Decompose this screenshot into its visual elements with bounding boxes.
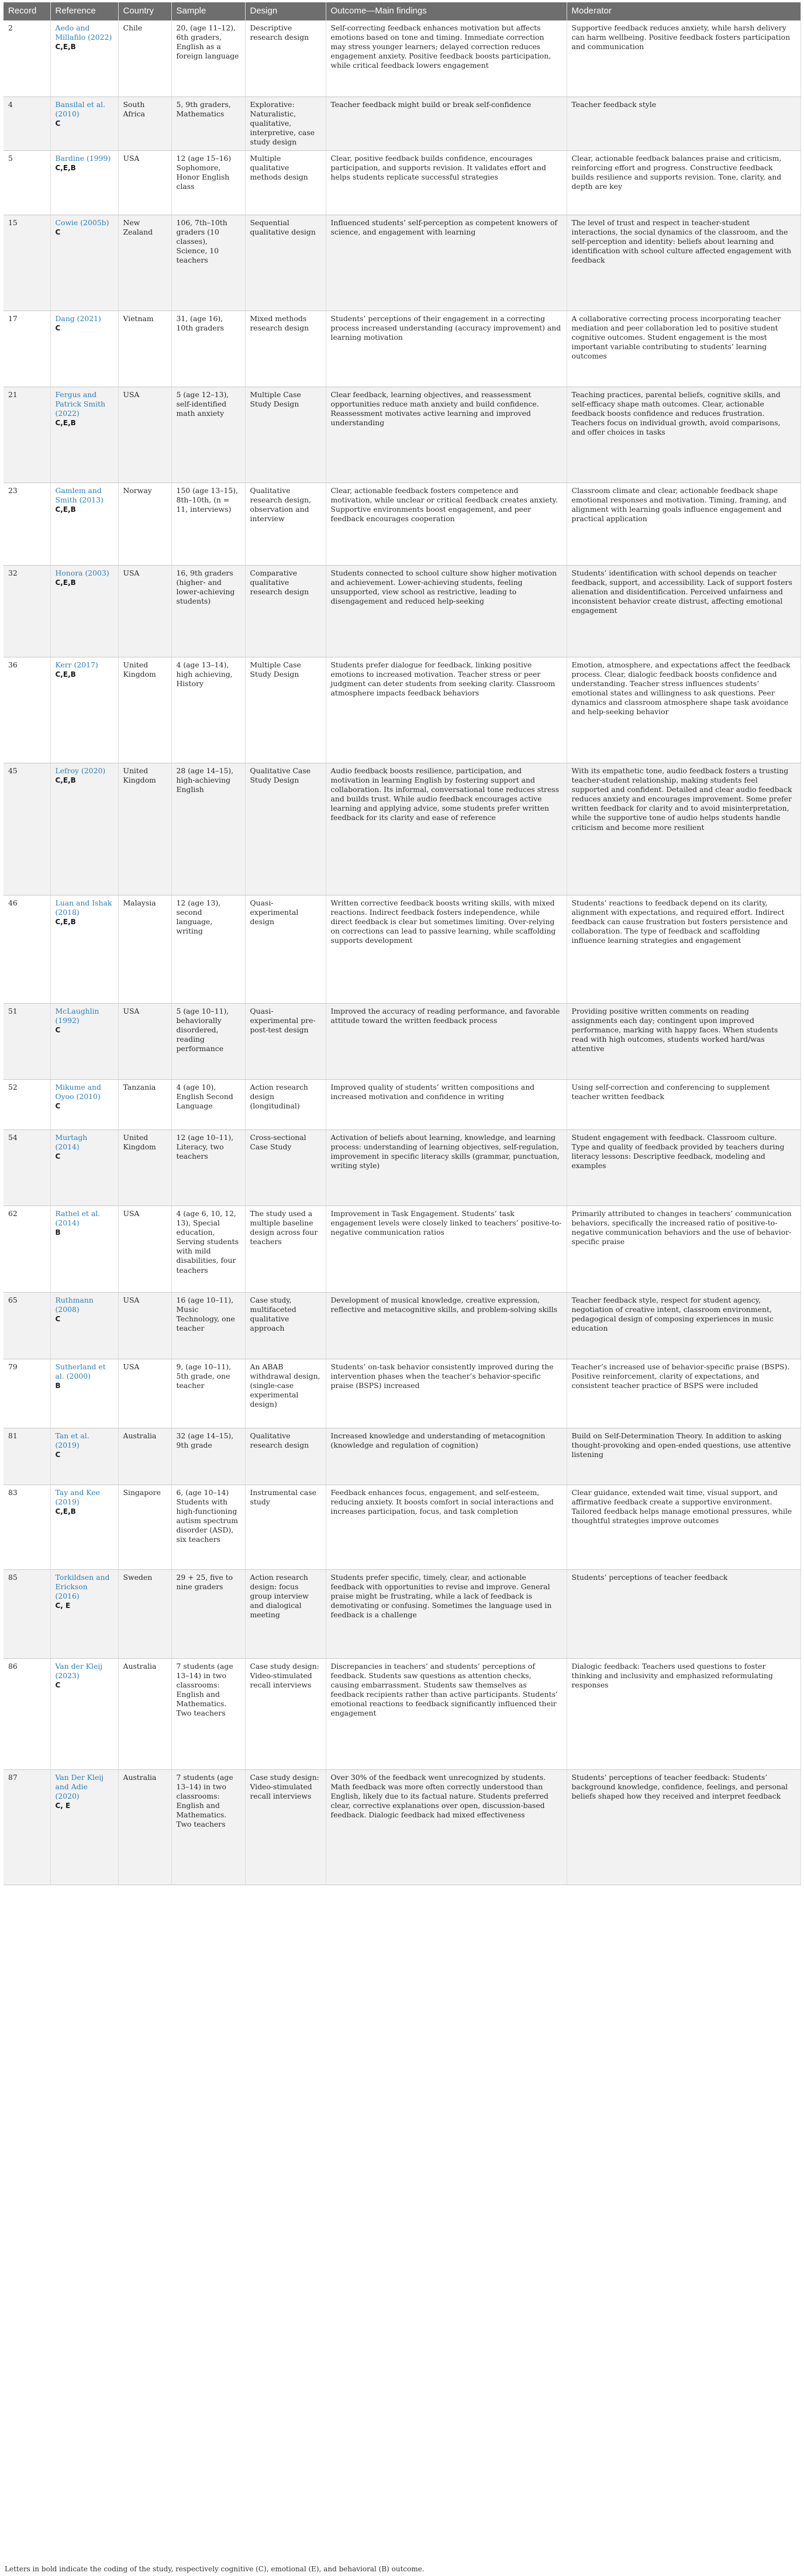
reference-cell — [50, 150, 118, 215]
table-row — [4, 311, 800, 387]
reference-cell — [50, 1292, 118, 1359]
country-cell: Chile — [118, 20, 171, 97]
table-row — [4, 763, 800, 895]
moderator-cell: Using self-correction and conferencing to supplement teacher written feedback — [567, 1079, 800, 1129]
table-body — [4, 20, 800, 1885]
design-cell: Comparative qualitative research design — [245, 565, 326, 657]
country-cell: USA — [118, 1292, 171, 1359]
design-cell: Instrumental case study — [245, 1485, 326, 1569]
country-cell: South Africa — [118, 97, 171, 150]
outcome-coding: C,E,B — [55, 670, 76, 679]
table-row — [4, 387, 800, 483]
country-cell: USA — [118, 150, 171, 215]
reference-link[interactable]: Luan and Ishak (2018) — [55, 898, 112, 917]
country-cell: United Kingdom — [118, 763, 171, 895]
reference-link[interactable]: Aedo and Millafilo (2022) — [55, 23, 112, 42]
moderator-cell: Students’ perceptions of teacher feedback: Students’ background knowledge, confidence, feelings, and personal beliefs shaped how they received and interpret feedback — [567, 1769, 800, 1885]
moderator-cell: Supportive feedback reduces anxiety, while harsh delivery can harm wellbeing. Positive feedback fosters participation and communication — [567, 20, 800, 97]
sample-cell: 4 (age 6, 10, 12, 13), Special education, Serving students with mild disabilities, four teachers — [171, 1206, 245, 1292]
design-cell: Mixed methods research design — [245, 311, 326, 387]
design-cell: Qualitative research design, observation and interview — [245, 483, 326, 565]
sample-cell: 12 (age 10–11), Literacy, two teachers — [171, 1129, 245, 1206]
design-cell: Multiple qualitative methods design — [245, 150, 326, 215]
outcome-cell: Students connected to school culture show higher motivation and achievement. Lower-achieving students, feeling unsupported, view school as restrictive, leading to disengagement and reduced help-seeking — [326, 565, 567, 657]
outcome-coding: C — [55, 1315, 61, 1324]
sample-cell: 5 (age 12–13), self-identified math anxiety — [171, 387, 245, 483]
sample-cell: 16, 9th graders (higher- and lower-achieving students) — [171, 565, 245, 657]
table-row — [4, 1129, 800, 1206]
record-cell: 83 — [4, 1485, 50, 1569]
design-cell: Sequential qualitative design — [245, 215, 326, 311]
reference-link[interactable]: Bansilal et al. (2010) — [55, 99, 106, 118]
column-header-outcome: Outcome—Main findings — [326, 2, 567, 20]
country-cell: Malaysia — [118, 895, 171, 1003]
country-cell: Sweden — [118, 1569, 171, 1658]
sample-cell: 28 (age 14–15), high-achieving English — [171, 763, 245, 895]
outcome-coding: C,E,B — [55, 1507, 76, 1516]
reference-link[interactable]: Van der Kleij (2023) — [55, 1661, 103, 1680]
column-header-record: Record — [4, 2, 50, 20]
table-row — [4, 97, 800, 150]
outcome-cell: Feedback enhances focus, engagement, and self-esteem, reducing anxiety. It boosts comfort in social interactions and increases participation, focus, and task completion — [326, 1485, 567, 1569]
table-row — [4, 1206, 800, 1292]
column-header-sample: Sample — [171, 2, 245, 20]
reference-cell — [50, 1569, 118, 1658]
design-cell: Explorative: Naturalistic, qualitative, interpretive, case study design — [245, 97, 326, 150]
reference-link[interactable]: Torkildsen and Erickson (2016) — [55, 1572, 110, 1601]
reference-link[interactable]: Van Der Kleij and Adie (2020) — [55, 1772, 104, 1801]
moderator-cell: Clear guidance, extended wait time, visual support, and affirmative feedback create a supportive environment. Tailored feedback helps manage emotional pressures, while thoughtful strategies improve outcomes — [567, 1485, 800, 1569]
table-row — [4, 1485, 800, 1569]
outcome-coding: C — [55, 1152, 61, 1161]
outcome-coding: C — [55, 1102, 61, 1111]
table-row — [4, 1569, 800, 1658]
record-cell: 2 — [4, 20, 50, 97]
studies-table — [4, 2, 801, 1885]
reference-cell — [50, 1129, 118, 1206]
outcome-cell: Influenced students’ self-perception as competent knowers of science, and engagement with learning — [326, 215, 567, 311]
outcome-cell: Improved quality of students’ written compositions and increased motivation and confidence in writing — [326, 1079, 567, 1129]
sample-cell: 4 (age 13–14), high achieving, History — [171, 657, 245, 763]
outcome-cell: Over 30% of the feedback went unrecognized by students. Math feedback was more often correctly understood than English, likely due to its factual nature. Students preferred clear, corrective explanations over open, discussion-based feedback. Dialogic feedback had mixed effectiveness — [326, 1769, 567, 1885]
table-row — [4, 150, 800, 215]
record-cell: 45 — [4, 763, 50, 895]
table-row — [4, 657, 800, 763]
reference-link[interactable]: Tay and Kee (2019) — [55, 1487, 100, 1507]
outcome-coding: C — [55, 1026, 61, 1035]
outcome-cell: Teacher feedback might build or break self-confidence — [326, 97, 567, 150]
design-cell: Multiple Case Study Design — [245, 387, 326, 483]
moderator-cell: Teaching practices, parental beliefs, cognitive skills, and self-efficacy shape math outcomes. Clear, actionable feedback boosts confidence and reduces frustration. Teachers focus on individual growth, avoid comparisons, and offer choices in tasks — [567, 387, 800, 483]
record-cell: 17 — [4, 311, 50, 387]
design-cell: Qualitative Case Study Design — [245, 763, 326, 895]
reference-cell — [50, 1658, 118, 1769]
reference-cell — [50, 1206, 118, 1292]
outcome-cell: Clear feedback, learning objectives, and reassessment opportunities reduce math anxiety and build confidence. Reassessment motivates active learning and improved understanding — [326, 387, 567, 483]
sample-cell: 12 (age 13), second language, writing — [171, 895, 245, 1003]
sample-cell: 32 (age 14–15), 9th grade — [171, 1428, 245, 1485]
outcome-coding: C,E,B — [55, 776, 76, 785]
reference-link[interactable]: Mikume and Oyoo (2010) — [55, 1082, 101, 1101]
table-row — [4, 1428, 800, 1485]
moderator-cell: Teacher feedback style — [567, 97, 800, 150]
sample-cell: 106, 7th–10th graders (10 classes), Science, 10 teachers — [171, 215, 245, 311]
outcome-cell: Students’ perceptions of their engagement in a correcting process increased understanding (accuracy improvement) and learning motivation — [326, 311, 567, 387]
design-cell: Action research design (longitudinal) — [245, 1079, 326, 1129]
table-row — [4, 20, 800, 97]
outcome-coding: B — [55, 1228, 61, 1237]
moderator-cell: Student engagement with feedback. Classroom culture. Type and quality of feedback provided by teachers during literacy lessons: Descriptive feedback, modeling and examples — [567, 1129, 800, 1206]
country-cell: Norway — [118, 483, 171, 565]
outcome-cell: Self-correcting feedback enhances motivation but affects emotions based on tone and timing. Immediate correction may stress younger learners; delayed correction reduces engagement anxiety. Positive feedback boosts participation, while critical feedback lowers engagement — [326, 20, 567, 97]
outcome-cell: Improved the accuracy of reading performance, and favorable attitude toward the written feedback process — [326, 1003, 567, 1079]
sample-cell: 6, (age 10–14) Students with high-functioning autism spectrum disorder (ASD), six teachers — [171, 1485, 245, 1569]
record-cell: 46 — [4, 895, 50, 1003]
column-header-reference: Reference — [50, 2, 118, 20]
record-cell: 21 — [4, 387, 50, 483]
moderator-cell: Students’ reactions to feedback depend on its clarity, alignment with expectations, and required effort. Indirect feedback can cause frustration but fosters persistence and collaboration. The type of feedback and scaffolding influence learning strategies and engagement — [567, 895, 800, 1003]
sample-cell: 9, (age 10–11), 5th grade, one teacher — [171, 1359, 245, 1428]
sample-cell: 5, 9th graders, Mathematics — [171, 97, 245, 150]
country-cell: USA — [118, 387, 171, 483]
reference-link[interactable]: Cowie (2005b) — [55, 218, 109, 227]
column-header-design: Design — [245, 2, 326, 20]
design-cell: Multiple Case Study Design — [245, 657, 326, 763]
sample-cell: 20, (age 11–12), 6th graders, English as a foreign language — [171, 20, 245, 97]
country-cell: Tanzania — [118, 1079, 171, 1129]
reference-link[interactable]: Fergus and Patrick Smith (2022) — [55, 390, 106, 418]
record-cell: 79 — [4, 1359, 50, 1428]
record-cell: 32 — [4, 565, 50, 657]
reference-link[interactable]: McLaughlin (1992) — [55, 1006, 99, 1025]
reference-cell — [50, 215, 118, 311]
design-cell: Quasi-experimental pre-post-test design — [245, 1003, 326, 1079]
reference-cell — [50, 20, 118, 97]
record-cell: 51 — [4, 1003, 50, 1079]
reference-cell — [50, 97, 118, 150]
outcome-cell: Development of musical knowledge, creative expression, reflective and metacognitive skills, and problem-solving skills — [326, 1292, 567, 1359]
record-cell: 23 — [4, 483, 50, 565]
reference-cell — [50, 483, 118, 565]
country-cell: USA — [118, 565, 171, 657]
country-cell: Australia — [118, 1658, 171, 1769]
country-cell: New Zealand — [118, 215, 171, 311]
record-cell: 62 — [4, 1206, 50, 1292]
table-row — [4, 1003, 800, 1079]
column-header-moderator: Moderator — [567, 2, 800, 20]
moderator-cell: Build on Self-Determination Theory. In addition to asking thought-provoking and open-ended questions, use attentive listening — [567, 1428, 800, 1485]
reference-cell — [50, 311, 118, 387]
design-cell: An ABAB withdrawal design, (single-case experimental design) — [245, 1359, 326, 1428]
moderator-cell: Primarily attributed to changes in teachers’ communication behaviors, specifically the increased ratio of positive-to-negative communication behaviors and the use of behavior-specific praise — [567, 1206, 800, 1292]
outcome-coding: C, E — [55, 1602, 71, 1610]
table-row — [4, 1769, 800, 1885]
moderator-cell: With its empathetic tone, audio feedback fosters a trusting teacher-student relationship, making students feel supported and confident. Detailed and clear audio feedback reduces anxiety and encourages improvement. Some prefer written feedback for clarity and to avoid misinterpretation, while the supportive tone of audio helps students handle criticism and become more resilient — [567, 763, 800, 895]
reference-cell — [50, 1769, 118, 1885]
reference-link[interactable]: Bardine (1999) — [55, 153, 111, 163]
outcome-coding: C — [55, 119, 61, 128]
sample-cell: 7 students (age 13–14) in two classrooms: English and Mathematics. Two teachers — [171, 1769, 245, 1885]
table-row — [4, 1359, 800, 1428]
country-cell: Vietnam — [118, 311, 171, 387]
sample-cell: 4 (age 10), English Second Language — [171, 1079, 245, 1129]
record-cell: 87 — [4, 1769, 50, 1885]
column-header-country: Country — [118, 2, 171, 20]
sample-cell: 31, (age 16), 10th graders — [171, 311, 245, 387]
country-cell: USA — [118, 1206, 171, 1292]
outcome-coding: C — [55, 228, 61, 237]
country-cell: USA — [118, 1003, 171, 1079]
moderator-cell: Teacher’s increased use of behavior-specific praise (BSPS). Positive reinforcement, clarity of expectations, and consistent teacher practice of BSPS were included — [567, 1359, 800, 1428]
outcome-cell: Students’ on-task behavior consistently improved during the intervention phases when the teacher’s behavior-specific praise (BSPS) increased — [326, 1359, 567, 1428]
outcome-cell: Discrepancies in teachers’ and students’ perceptions of feedback. Students saw questions as attention checks, causing embarrassment. Students saw themselves as feedback recipients rather than active participants. Students’ emotional reactions to feedback significantly influenced their engagement — [326, 1658, 567, 1769]
country-cell: Australia — [118, 1428, 171, 1485]
country-cell: USA — [118, 1359, 171, 1428]
reference-cell — [50, 1003, 118, 1079]
sample-cell: 150 (age 13–15), 8th–10th, (n = 11, interviews) — [171, 483, 245, 565]
table-row — [4, 1292, 800, 1359]
table-row — [4, 895, 800, 1003]
sample-cell: 29 + 25, five to nine graders — [171, 1569, 245, 1658]
outcome-cell: Students prefer specific, timely, clear, and actionable feedback with opportunities to revise and improve. General praise might be frustrating, while a lack of feedback is demotivating or confusing. Sometimes the language used in feedback is a challenge — [326, 1569, 567, 1658]
reference-cell — [50, 1428, 118, 1485]
reference-cell — [50, 657, 118, 763]
outcome-cell: Increased knowledge and understanding of metacognition (knowledge and regulation of cognition) — [326, 1428, 567, 1485]
reference-cell — [50, 1359, 118, 1428]
outcome-cell: Students prefer dialogue for feedback, linking positive emotions to increased motivation. Teacher stress or peer judgment can deter students from seeking clarity. Classroom atmosphere impacts feedback behaviors — [326, 657, 567, 763]
sample-cell: 5 (age 10–11), behaviorally disordered, reading performance — [171, 1003, 245, 1079]
record-cell: 85 — [4, 1569, 50, 1658]
table-footnote: Letters in bold indicate the coding of the study, respectively cognitive (C), emotional (E), and behavioral (B) outcome. — [5, 2565, 425, 2573]
design-cell: Cross-sectional Case Study — [245, 1129, 326, 1206]
moderator-cell: Providing positive written comments on reading assignments each day; contingent upon improved performance, marking with happy faces. When students read with high outcomes, students worked hard/was attentive — [567, 1003, 800, 1079]
reference-cell — [50, 1485, 118, 1569]
design-cell: Action research design: focus group interview and dialogical meeting — [245, 1569, 326, 1658]
reference-link[interactable]: Honora (2003) — [55, 568, 109, 577]
outcome-cell: Audio feedback boosts resilience, participation, and motivation in learning English by fostering support and collaboration. Its informal, conversational tone reduces stress and builds trust. While audio feedback encourages active learning and applying advice, some students prefer written feedback for its clarity and ease of reference — [326, 763, 567, 895]
record-cell: 15 — [4, 215, 50, 311]
country-cell: Australia — [118, 1769, 171, 1885]
table-row — [4, 565, 800, 657]
record-cell: 52 — [4, 1079, 50, 1129]
table-row — [4, 483, 800, 565]
table-row — [4, 1658, 800, 1769]
moderator-cell: Teacher feedback style, respect for student agency, negotiation of creative intent, classroom environment, pedagogical design of composing experiences in music education — [567, 1292, 800, 1359]
reference-link[interactable]: Lefroy (2020) — [55, 766, 106, 775]
outcome-coding: C,E,B — [55, 918, 76, 927]
record-cell: 5 — [4, 150, 50, 215]
outcome-coding: C — [55, 1681, 61, 1690]
outcome-coding: B — [55, 1382, 61, 1390]
reference-link[interactable]: Gamlem and Smith (2013) — [55, 485, 103, 505]
record-cell: 4 — [4, 97, 50, 150]
design-cell: Case study design: Video-stimulated recall interviews — [245, 1658, 326, 1769]
record-cell: 65 — [4, 1292, 50, 1359]
moderator-cell: Emotion, atmosphere, and expectations affect the feedback process. Clear, dialogic feedback boosts confidence and understanding. Teacher stress influences students’ emotional states and willingness to ask questions. Peer dynamics and classroom atmosphere shape task avoidance and help-seeking behavior — [567, 657, 800, 763]
table-row — [4, 1079, 800, 1129]
outcome-cell: Activation of beliefs about learning, knowledge, and learning process: understanding of learning objectives, self-regulation, improvement in specific literacy skills (grammar, punctuation, writing style) — [326, 1129, 567, 1206]
reference-link[interactable]: Dang (2021) — [55, 314, 101, 323]
outcome-coding: C,E,B — [55, 419, 76, 428]
record-cell: 54 — [4, 1129, 50, 1206]
reference-cell — [50, 387, 118, 483]
design-cell: Qualitative research design — [245, 1428, 326, 1485]
reference-cell — [50, 895, 118, 1003]
record-cell: 81 — [4, 1428, 50, 1485]
moderator-cell: Students’ identification with school depends on teacher feedback, support, and accessibility. Lack of support fosters alienation and disidentification. Perceived unfairness and inconsistent behavior create distrust, affecting emotional engagement — [567, 565, 800, 657]
reference-link[interactable]: Tan et al. (2019) — [55, 1431, 89, 1450]
country-cell: Singapore — [118, 1485, 171, 1569]
reference-cell — [50, 565, 118, 657]
reference-link[interactable]: Kerr (2017) — [55, 660, 98, 669]
outcome-coding: C,E,B — [55, 505, 76, 514]
moderator-cell: Classroom climate and clear, actionable feedback shape emotional responses and motivation. Timing, framing, and alignment with learning goals influence engagement and practical application — [567, 483, 800, 565]
outcome-cell: Clear, actionable feedback fosters competence and motivation, while unclear or critical feedback creates anxiety. Supportive environments boost engagement, and peer feedback encourages cooperation — [326, 483, 567, 565]
moderator-cell: Students’ perceptions of teacher feedback — [567, 1569, 800, 1658]
record-cell: 36 — [4, 657, 50, 763]
design-cell: Quasi-experimental design — [245, 895, 326, 1003]
reference-cell — [50, 763, 118, 895]
reference-link[interactable]: Rathel et al. (2014) — [55, 1208, 101, 1228]
outcome-coding: C,E,B — [55, 43, 76, 51]
table-row — [4, 215, 800, 311]
sample-cell: 12 (age 15–16) Sophomore, Honor English class — [171, 150, 245, 215]
moderator-cell: Dialogic feedback: Teachers used questions to foster thinking and inclusivity and emphasized reformulating responses — [567, 1658, 800, 1769]
record-cell: 86 — [4, 1658, 50, 1769]
outcome-coding: C,E,B — [55, 578, 76, 587]
outcome-cell: Clear, positive feedback builds confidence, encourages participation, and supports revision. It validates effort and helps students replicate successful strategies — [326, 150, 567, 215]
sample-cell: 16 (age 10–11), Music Technology, one teacher — [171, 1292, 245, 1359]
reference-link[interactable]: Murtagh (2014) — [55, 1132, 88, 1152]
outcome-coding: C, E — [55, 1802, 71, 1810]
outcome-coding: C,E,B — [55, 164, 76, 173]
moderator-cell: The level of trust and respect in teacher-student interactions, the social dynamics of the classroom, and the self-perception and identity: beliefs about learning and identification with school culture affected engagement with feedback — [567, 215, 800, 311]
reference-link[interactable]: Sutherland et al. (2000) — [55, 1362, 106, 1381]
moderator-cell: Clear, actionable feedback balances praise and criticism, reinforcing effort and progress. Constructive feedback builds resilience and supports revision. Tone, clarity, and depth are key — [567, 150, 800, 215]
outcome-cell: Written corrective feedback boosts writing skills, with mixed reactions. Indirect feedback fosters independence, while direct feedback is clear but sometimes limiting. Over-relying on corrections can lead to passive learning, while scaffolding supports development — [326, 895, 567, 1003]
design-cell: The study used a multiple baseline design across four teachers — [245, 1206, 326, 1292]
outcome-cell: Improvement in Task Engagement. Students’ task engagement levels were closely linked to teachers’ positive-to-negative communication ratios — [326, 1206, 567, 1292]
reference-link[interactable]: Ruthmann (2008) — [55, 1295, 94, 1314]
reference-cell — [50, 1079, 118, 1129]
country-cell: United Kingdom — [118, 1129, 171, 1206]
design-cell: Descriptive research design — [245, 20, 326, 97]
sample-cell: 7 students (age 13–14) in two classrooms: English and Mathematics. Two teachers — [171, 1658, 245, 1769]
moderator-cell: A collaborative correcting process incorporating teacher mediation and peer collaboration led to positive student cognitive outcomes. Student engagement is the most important variable contributing to students’ learning outcomes — [567, 311, 800, 387]
country-cell: United Kingdom — [118, 657, 171, 763]
design-cell: Case study, multifaceted qualitative approach — [245, 1292, 326, 1359]
outcome-coding: C — [55, 1451, 61, 1459]
outcome-coding: C — [55, 324, 61, 333]
table-header-row — [4, 2, 800, 20]
design-cell: Case study design: Video-stimulated recall interviews — [245, 1769, 326, 1885]
